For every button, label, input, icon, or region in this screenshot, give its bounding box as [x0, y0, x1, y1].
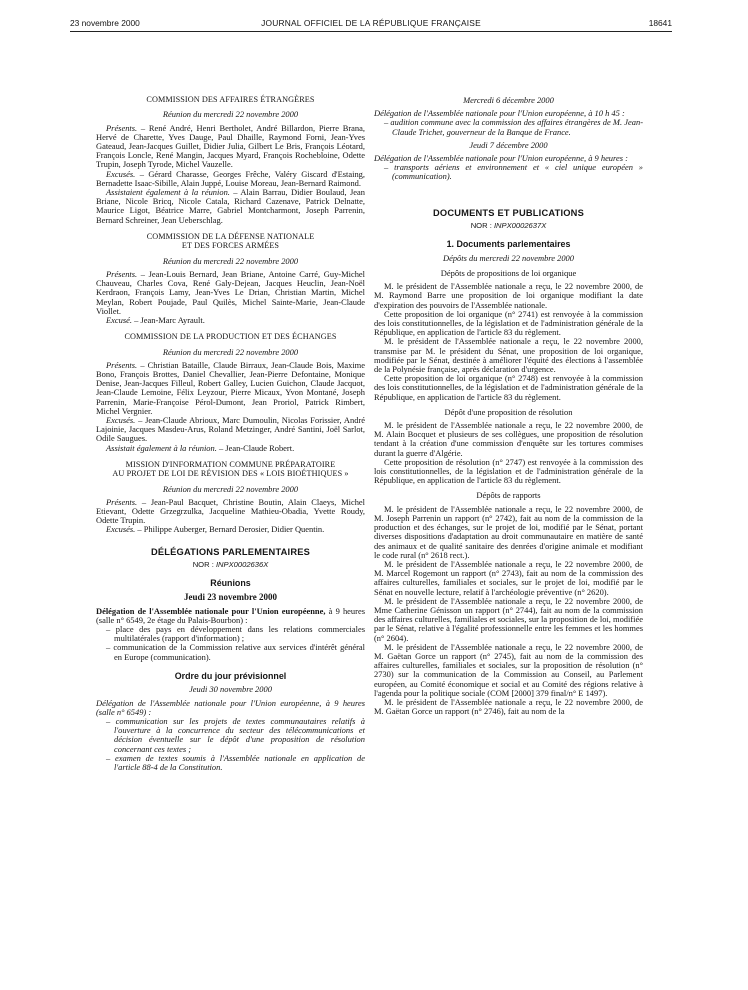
meeting-date: Réunion du mercredi 22 novembre 2000	[162, 109, 299, 120]
nor-reference: NOR : INPX0002637X	[470, 220, 547, 230]
paragraph: M. le président de l'Assemblée nationale a reçu, le 22 novembre 2000, de Mme Catherine Génisson un rapport (n° 2744), fait au nom de la commission des affaires culturelles, familiales et sociales, sur la proposition de loi, modifiée par le Sénat, relative à l'égalité professionnelle entre les femmes et les hommes (n° 2604).	[374, 595, 643, 643]
paragraph: Cette proposition de loi organique (n° 2741) est renvoyée à la commission des lois constitutionnelles, de la législation et de l'administration générale de la République, en application de l'article 83 du règlement.	[374, 308, 643, 338]
subheading: Dépôts de rapports	[476, 490, 541, 501]
attendees-present: Présents. – Jean-Louis Bernard, Jean Briane, Antoine Carré, Guy-Michel Chauveau, Charles Cova, René Galy-Dejean, Jacques Heuclin, Jean-Noël Kerdraon, François Lamy, Jean-Yves Le Drian, Christian Martin, Michel Meylan, Robert Poujade, Paul Quilès, Michel Sainte-Marie, Jean-Claude Viollet.	[96, 268, 365, 316]
nor-reference: NOR : INPX0002636X	[192, 559, 269, 569]
attendees-excused: Excusés. – Jean-Claude Abrioux, Marc Dumoulin, Nicolas Forissier, André Lajoinie, Jacques Masdeu-Arus, Roland Metzinger, André Santini, Joël Sarlot, Odile Saugues.	[96, 414, 365, 444]
agenda-item: – transports aériens et environnement et « ciel unique européen » (communication).	[384, 162, 643, 182]
paragraph: M. le président de l'Assemblée nationale a reçu, le 22 novembre 2000, de M. Gaëtan Gorce un rapport (n° 2745), fait au nom de la commission des affaires culturelles, familiales et sociales, sur la proposition de résolution (n° 2730) sur la communication de la Commission au Conseil, au Parlement européen, au Comité économique et social et au Comité des régions relative à l'agenda pour la politique sociale (COM [2000] 379 final/n° E 1497).	[374, 641, 643, 698]
paragraph: M. le président de l'Assemblée nationale a reçu, le 22 novembre 2000, de M. Joseph Parrenin un rapport (n° 2742), fait au nom de la commission de la production et des échanges, sur le projet de loi, modifié par le Sénat, portant diverses dispositions d'adaptation au droit communautaire en matière de santé des animaux et de qualité sanitaire des denrées d'origine animale et modifiant le code rural (n° 2618 rect.).	[374, 503, 643, 560]
paragraph: M. le président de l'Assemblée nationale a reçu, le 22 novembre 2000, transmise par M. le président du Sénat, une proposition de loi organique, modifiée par le Sénat, destinée à améliorer l'équité des élections à l'assemblée de la Polynésie française, après déclaration d'urgence.	[374, 336, 643, 374]
agenda-item: – communication sur les projets de textes communautaires relatifs à l'ouverture à la concurrence du secteur des télécommunications et décision éventuelle sur le dépôt d'une proposition de résolution concernant ces textes ;	[106, 716, 365, 754]
agenda-item: – communication de la Commission relative aux services d'intérêt général en Europe (communication).	[106, 642, 365, 662]
section-title: DOCUMENTS ET PUBLICATIONS	[433, 207, 584, 218]
day-heading: Jeudi 7 décembre 2000	[469, 139, 548, 150]
subsection-title: Ordre du jour prévisionnel	[174, 670, 287, 681]
delegation-line: Délégation de l'Assemblée nationale pour l'Union européenne, à 9 heures (salle n° 6549, 2e étage du Palais-Bourbon) :	[96, 605, 365, 625]
meeting-date: Réunion du mercredi 22 novembre 2000	[162, 255, 299, 266]
attendees-present: Présents. – Christian Bataille, Claude Birraux, Jean-Claude Bois, Maxime Bono, François Brottes, Daniel Chevallier, Jean-Pierre Defontaine, Monique Denise, Jean-Jacques Filleul, Robert Galley, Lucien Guichon, Claude Jacquot, Jean-Claude Lemoine, Félix Leyzour, Pierre Micaux, Yvon Montané, Joseph Parrenin, Marie-Françoise Pérol-Dumont, Jean Proriol, Patrick Rimbert, Michel Vergnier.	[96, 359, 365, 416]
header-rule	[70, 31, 672, 32]
day-heading: Jeudi 30 novembre 2000	[189, 684, 272, 695]
subheading: Dépôt d'une proposition de résolution	[444, 406, 573, 417]
header-date: 23 novembre 2000	[70, 18, 140, 28]
subheading: Dépôts de propositions de loi organique	[440, 267, 577, 278]
paragraph: M. le président de l'Assemblée nationale a reçu, le 22 novembre 2000, de M. Marcel Rogemont un rapport (n° 2743), fait au nom de la commission des affaires culturelles, familiales et sociales, sur le projet de loi, modifié par le Sénat en nouvelle lecture, relatif à l'archéologie préventive (n° 2620).	[374, 558, 643, 597]
meeting-date: Réunion du mercredi 22 novembre 2000	[162, 483, 299, 494]
mission-title: MISSION D'INFORMATION COMMUNE PRÉPARATOIRE AU PROJET DE LOI DE RÉVISION DES « LOIS BIOÉTHIQUES »	[112, 459, 349, 479]
day-heading: Jeudi 23 novembre 2000	[183, 591, 278, 602]
commission-title: COMMISSION DES AFFAIRES ÉTRANGÈRES	[146, 95, 315, 104]
delegation-line: Délégation de l'Assemblée nationale pour l'Union européenne, à 10 h 45 :	[374, 108, 625, 119]
header-page-number: 18641	[648, 18, 672, 28]
commission-title: COMMISSION DE LA DÉFENSE NATIONALE ET DES FORCES ARMÉES	[146, 231, 315, 251]
attendees-present: Présents. – René André, Henri Bertholet, André Billardon, Pierre Brana, Hervé de Charette, Yves Dauge, Paul Dhaille, Raymond Forni, Jean-Yves Gateaud, Jean-Jacques Guillet, Didier Julia, Gilbert Le Bris, François Léotard, François Loncle, René Mangin, Jacques Myard, François Rochebloine, Odette Trupin, Joseph Tyrode, Michel Vauzelle.	[96, 122, 365, 170]
delegation-line: Délégation de l'Assemblée nationale pour l'Union européenne, à 9 heures (salle n° 6549) :	[96, 697, 365, 717]
agenda-item: – examen de textes soumis à l'Assemblée nationale en application de l'article 88-4 de la Constitution.	[106, 752, 366, 773]
agenda-item: – audition commune avec la commission des affaires étrangères de M. Jean-Claude Trichet, gouverneur de la Banque de France.	[384, 117, 643, 137]
deposit-date: Dépôts du mercredi 22 novembre 2000	[443, 252, 574, 263]
meeting-date: Réunion du mercredi 22 novembre 2000	[162, 346, 299, 357]
subsection-title: Réunions	[210, 578, 251, 589]
attendees-also: Assistaient également à la réunion. – Alain Barrau, Didier Boulaud, Jean Briane, Nicole Bricq, Nicole Catala, Richard Cazenave, Patrick Delnatte, Maurice Ligot, Béatrice Marre, Gabriel Montcharmont, Joseph Parrenin, Bernard Schreiner, Jean Ueberschlag.	[96, 187, 365, 225]
right-column	[374, 96, 643, 716]
subsection-title: 1. Documents parlementaires	[446, 239, 571, 250]
attendees-present: Présents. – Jean-Paul Bacquet, Christine Boutin, Alain Claeys, Michel Etievant, Odette Grzegrzulka, Jacqueline Mathieu-Obadia, Yvette Roudy, Odette Trupin.	[96, 496, 365, 526]
agenda-item: – place des pays en développement dans les relations commerciales multilatérales (rapport d'information) ;	[106, 623, 366, 644]
paragraph: M. le président de l'Assemblée nationale a reçu, le 22 novembre 2000, de M. Alain Bocquet et plusieurs de ses collègues, une proposition de résolution tendant à la création d'une commission d'enquête sur les tortures commises durant la guerre d'Algérie.	[374, 420, 643, 458]
left-column	[96, 95, 365, 772]
paragraph: M. le président de l'Assemblée nationale a reçu, le 22 novembre 2000, de M. Gaëtan Gorce un rapport (n° 2746), fait au nom de la	[374, 697, 643, 717]
attendees-excused: Excusés. – Gérard Charasse, Georges Frêche, Valéry Giscard d'Estaing, Bernadette Isaac-Sibille, Alain Juppé, Louise Moreau, Jean-Bernard Raimond.	[96, 168, 365, 188]
attendees-also: Assistait également à la réunion. – Jean-Claude Robert.	[106, 442, 295, 453]
page-header	[70, 18, 672, 32]
section-title: DÉLÉGATIONS PARLEMENTAIRES	[150, 546, 311, 557]
attendees-excused: Excusé. – Jean-Marc Ayrault.	[106, 314, 205, 325]
commission-title: COMMISSION DE LA PRODUCTION ET DES ÉCHANGES	[124, 332, 337, 342]
paragraph: Cette proposition de loi organique (n° 2748) est renvoyée à la commission des lois constitutionnelles, de la législation et de l'administration générale de la République, en application de l'article 83 du règlement.	[374, 373, 643, 402]
paragraph: M. le président de l'Assemblée nationale a reçu, le 22 novembre 2000, de M. Raymond Barre une proposition de loi organique modifiant la date d'expiration des pouvoirs de l'Assemblée nationale.	[374, 281, 643, 310]
day-heading: Mercredi 6 décembre 2000	[463, 95, 554, 105]
attendees-excused: Excusés. – Philippe Auberger, Bernard Derosier, Didier Quentin.	[106, 524, 325, 535]
delegation-line: Délégation de l'Assemblée nationale pour l'Union européenne, à 9 heures :	[374, 153, 628, 164]
paragraph: Cette proposition de résolution (n° 2747) est renvoyée à la commission des lois constitutionnelles, de la législation et de l'administration générale de la République, en application de l'article 83 du règlement.	[374, 456, 643, 486]
header-title: JOURNAL OFFICIEL DE LA RÉPUBLIQUE FRANÇAISE	[261, 18, 481, 28]
